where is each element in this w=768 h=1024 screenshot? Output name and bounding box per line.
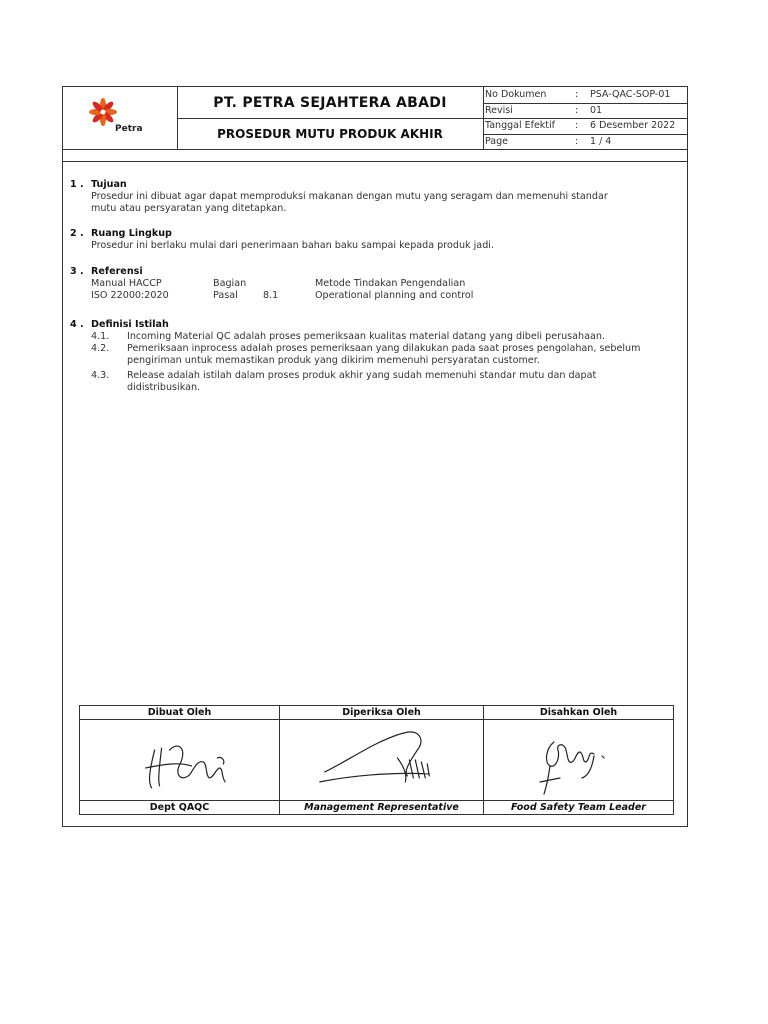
meta-row-effective-date xyxy=(483,118,687,135)
signature-table xyxy=(79,705,674,815)
section-number: 2 . xyxy=(70,228,84,239)
definition-text: didistribusikan. xyxy=(127,382,201,393)
signature-header: Disahkan Oleh xyxy=(484,706,673,720)
handwritten-signature-icon xyxy=(484,720,673,800)
signature-column-checked xyxy=(280,706,484,814)
reference-row xyxy=(91,278,671,290)
definition-text: Incoming Material QC adalah proses pemeriksaan kualitas material datang yang dibeli perusahaan. xyxy=(127,331,605,342)
logo-text: Petra xyxy=(115,124,143,134)
signature-image xyxy=(484,720,673,800)
meta-key: Page xyxy=(485,135,508,147)
document-title: PROSEDUR MUTU PRODUK AKHIR xyxy=(177,118,484,150)
meta-sep: : xyxy=(575,120,579,132)
signature-role: Food Safety Team Leader xyxy=(484,800,673,814)
reference-row xyxy=(91,290,671,302)
logo-cell xyxy=(63,87,178,150)
section-title: Ruang Lingkup xyxy=(91,228,172,239)
header-spacer-row xyxy=(63,149,687,162)
reference-part: Bagian xyxy=(213,278,247,289)
paragraph-line: mutu atau persyaratan yang ditetapkan. xyxy=(91,203,287,214)
reference-description: Metode Tindakan Pengendalian xyxy=(315,278,466,289)
section-title: Referensi xyxy=(91,266,143,277)
meta-value: 6 Desember 2022 xyxy=(590,120,676,132)
section-number: 3 . xyxy=(70,266,84,277)
handwritten-signature-icon xyxy=(280,720,483,800)
meta-value: 1 / 4 xyxy=(590,135,612,147)
definition-number: 4.1. xyxy=(91,331,110,342)
reference-part: Pasal xyxy=(213,290,238,301)
reference-number: 8.1 xyxy=(263,290,279,301)
meta-value: PSA-QAC-SOP-01 xyxy=(590,89,671,101)
meta-sep: : xyxy=(575,135,579,147)
section-title: Tujuan xyxy=(91,179,127,190)
handwritten-signature-icon xyxy=(80,720,279,800)
definition-number: 4.2. xyxy=(91,343,110,354)
section-number: 1 . xyxy=(70,179,84,190)
definition-text: Pemeriksaan inprocess adalah proses pemeriksaan yang dilakukan pada saat proses pengolahan, sebelum xyxy=(127,343,641,354)
meta-key: Revisi xyxy=(485,104,513,116)
signature-column-approved xyxy=(484,706,673,814)
meta-key: Tanggal Efektif xyxy=(485,120,556,132)
meta-sep: : xyxy=(575,89,579,101)
meta-sep: : xyxy=(575,104,579,116)
signature-role: Management Representative xyxy=(280,800,483,814)
company-name: PT. PETRA SEJAHTERA ABADI xyxy=(177,87,484,119)
signature-role: Dept QAQC xyxy=(80,800,279,814)
meta-row-doc-number xyxy=(483,87,687,104)
meta-key: No Dokumen xyxy=(485,89,547,101)
document-page xyxy=(62,86,688,827)
definition-text: pengiriman untuk memastikan produk yang dikirim memenuhi persyaratan customer. xyxy=(127,355,540,366)
signature-image xyxy=(280,720,483,800)
meta-value: 01 xyxy=(590,104,603,116)
section-number: 4 . xyxy=(70,319,84,330)
definition-text: Release adalah istilah dalam proses produk akhir yang sudah memenuhi standar mutu dan dapat xyxy=(127,370,597,381)
section-title: Definisi Istilah xyxy=(91,319,169,330)
signature-header: Dibuat Oleh xyxy=(80,706,279,720)
reference-description: Operational planning and control xyxy=(315,290,474,301)
signature-column-prepared xyxy=(80,706,280,814)
meta-row-page xyxy=(483,134,687,151)
paragraph-line: Prosedur ini dibuat agar dapat memproduksi makanan dengan mutu yang seragam dan memenuhi standar xyxy=(91,191,608,202)
paragraph-line: Prosedur ini berlaku mulai dari penerimaan bahan baku sampai kepada produk jadi. xyxy=(91,240,494,251)
reference-doc: ISO 22000:2020 xyxy=(91,290,169,301)
signature-image xyxy=(80,720,279,800)
reference-doc: Manual HACCP xyxy=(91,278,162,289)
signature-header: Diperiksa Oleh xyxy=(280,706,483,720)
meta-row-revision xyxy=(483,103,687,120)
definition-number: 4.3. xyxy=(91,370,110,381)
